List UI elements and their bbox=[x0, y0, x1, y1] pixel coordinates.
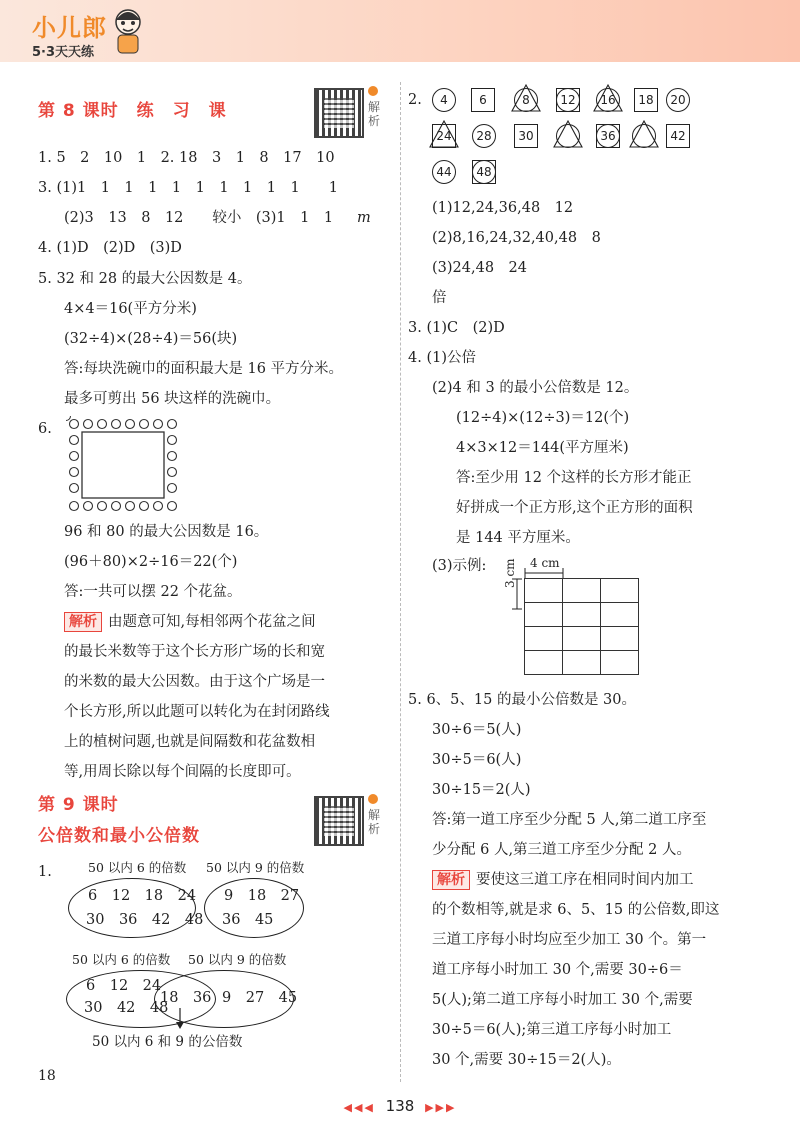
analysis-block bbox=[64, 612, 316, 632]
triangle-mark bbox=[552, 119, 584, 149]
boxed-number: 42 bbox=[666, 124, 690, 148]
analysis-line: 30÷5＝6(人);第三道工序每小时加工 bbox=[432, 1022, 672, 1038]
question-number: 1. bbox=[38, 864, 52, 880]
play-icon bbox=[368, 794, 378, 804]
analysis-line: 道工序每小时加工 30 个,需要 30÷6＝ bbox=[432, 962, 683, 978]
analysis-line: 由题意可知,每相邻两个花盆之间 bbox=[108, 614, 316, 630]
lesson9-title: 第 9 课时 bbox=[38, 795, 119, 815]
answer-line: 30÷6＝5(人) bbox=[432, 722, 522, 738]
venn-label-6: 50 以内 6 的倍数 bbox=[72, 952, 171, 967]
circled-number: 20 bbox=[666, 88, 690, 112]
qr-label: 解析 bbox=[368, 808, 381, 836]
answer-line: 答:每块洗碗巾的面积最大是 16 平方分米。 bbox=[64, 361, 344, 377]
answer-line: 6. bbox=[38, 421, 52, 437]
qr-label: 解析 bbox=[368, 100, 381, 128]
prev-arrows-icon: ◀◀◀ bbox=[343, 1101, 375, 1114]
answer-line: 30÷15＝2(人) bbox=[432, 782, 531, 798]
series-name: 5·3天天练 bbox=[32, 45, 95, 60]
answer-line: (96＋80)×2÷16＝22(个) bbox=[64, 554, 238, 570]
answer-line: 答:至少用 12 个这样的长方形才能正 bbox=[456, 470, 692, 486]
dimension-height: 3 cm bbox=[503, 558, 517, 588]
venn-label-6: 50 以内 6 的倍数 bbox=[88, 860, 187, 875]
answer-line: 4×3×12＝144(平方厘米) bbox=[456, 440, 629, 456]
venn-common-label: 50 以内 6 和 9 的公倍数 bbox=[92, 1034, 243, 1050]
mascot-icon bbox=[110, 6, 146, 56]
page-number: 138 bbox=[385, 1097, 415, 1115]
boxed-number bbox=[596, 124, 620, 148]
answer-line: 5. 6、5、15 的最小公倍数是 30。 bbox=[408, 692, 637, 708]
venn-only6-row: 30 42 48 bbox=[84, 1000, 169, 1016]
boxed-number: 30 bbox=[514, 124, 538, 148]
answer-line: 3. (1)C (2)D bbox=[408, 320, 505, 336]
answer-line: (32÷4)×(28÷4)＝56(块) bbox=[64, 331, 238, 347]
answer-line: 倍 bbox=[432, 290, 447, 306]
answer-line: 4. (1)D (2)D (3)D bbox=[38, 240, 182, 256]
answer-line: 30÷5＝6(人) bbox=[432, 752, 522, 768]
dimension-arrow bbox=[524, 568, 564, 578]
column-divider bbox=[400, 82, 401, 1082]
answer-line: 最多可剪出 56 块这样的洗碗巾。 bbox=[64, 391, 281, 407]
venn-label-9: 50 以内 9 的倍数 bbox=[188, 952, 287, 967]
answer-line: 4. (1)公倍 bbox=[408, 350, 476, 366]
venn-label-9: 50 以内 9 的倍数 bbox=[206, 860, 305, 875]
circled-number: 8 bbox=[514, 88, 538, 112]
next-arrows-icon: ▶▶▶ bbox=[425, 1101, 457, 1114]
play-icon bbox=[368, 86, 378, 96]
boxed-number: 6 bbox=[471, 88, 495, 112]
answer-line: 好拼成一个正方形,这个正方形的面积 bbox=[456, 500, 693, 516]
answer-line: 答:一共可以摆 22 个花盆。 bbox=[64, 584, 242, 600]
answer-line: 是 144 平方厘米。 bbox=[456, 530, 580, 546]
flower-pot-rectangle bbox=[66, 416, 182, 516]
boxed-number: 18 bbox=[634, 88, 658, 112]
venn-intersection: 18 36 bbox=[160, 990, 212, 1006]
lesson9-subtitle: 公倍数和最小公倍数 bbox=[38, 826, 200, 846]
arrow-down-icon bbox=[174, 1008, 186, 1030]
circled-number: 4 bbox=[432, 88, 456, 112]
unit-m: m bbox=[357, 210, 371, 226]
circled-number bbox=[472, 160, 496, 184]
rectangle-grid bbox=[524, 578, 640, 678]
answer-line: 3. (1)1 1 1 1 1 1 1 1 1 1 1 bbox=[38, 180, 338, 196]
analysis-line: 等,用周长除以每个间隔的长度即可。 bbox=[64, 764, 301, 780]
analysis-tag: 解析 bbox=[64, 612, 102, 632]
analysis-line: 5(人);第二道工序每小时加工 30 个,需要 bbox=[432, 992, 693, 1008]
answer-line: 4×4＝16(平方分米) bbox=[64, 301, 197, 317]
analysis-line: 要使这三道工序在相同时间内加工 bbox=[476, 872, 694, 888]
analysis-line: 的个数相等,就是求 6、5、15 的公倍数,即这 bbox=[432, 902, 720, 918]
boxed-number: 12 bbox=[556, 88, 580, 112]
answer-line: 96 和 80 的最大公因数是 16。 bbox=[64, 524, 269, 540]
venn-set9-row: 36 45 bbox=[222, 912, 274, 928]
analysis-line: 上的植树问题,也就是间隔数和花盆数相 bbox=[64, 734, 316, 750]
page-mark: 18 bbox=[38, 1068, 56, 1084]
page-footer bbox=[0, 1097, 800, 1115]
analysis-line: 三道工序每小时均应至少加工 30 个。第一 bbox=[432, 932, 707, 948]
analysis-line: 30 个,需要 30÷15＝2(人)。 bbox=[432, 1052, 621, 1068]
circled-number: 44 bbox=[432, 160, 456, 184]
answer-line: (1)12,24,36,48 12 bbox=[432, 200, 574, 216]
analysis-line: 个长方形,所以此题可以转化为在封闭路线 bbox=[64, 704, 330, 720]
answer-line: (3)示例: bbox=[432, 558, 487, 574]
answer-line: (12÷4)×(12÷3)＝12(个) bbox=[456, 410, 630, 426]
venn-set6-row: 6 12 18 24 bbox=[88, 888, 197, 904]
lesson8-title: 第 8 课时 练 习 课 bbox=[38, 101, 227, 121]
boxed-number: 24 bbox=[432, 124, 456, 148]
brand-name: 小儿郎 bbox=[32, 14, 107, 42]
analysis-line: 的最长米数等于这个长方形广场的长和宽 bbox=[64, 644, 325, 660]
venn-set6-row: 30 36 42 48 bbox=[86, 912, 204, 928]
boxed-number: 48 bbox=[472, 160, 496, 184]
circled-number: 28 bbox=[472, 124, 496, 148]
venn-only6-row: 6 12 24 bbox=[86, 978, 162, 994]
analysis-tag: 解析 bbox=[432, 870, 470, 890]
answer-line: (2)8,16,24,32,40,48 8 bbox=[432, 230, 601, 246]
triangle-mark bbox=[428, 119, 460, 149]
brand-logo bbox=[32, 8, 107, 60]
answer-line: (3)24,48 24 bbox=[432, 260, 528, 276]
venn-set9-row: 9 18 27 bbox=[224, 888, 300, 904]
qr-code-lesson8[interactable] bbox=[314, 88, 364, 138]
analysis-block bbox=[432, 870, 694, 890]
triangle-mark bbox=[592, 83, 624, 113]
triangle-mark bbox=[510, 83, 542, 113]
question-number: 2. bbox=[408, 92, 422, 108]
circled-number: 16 bbox=[596, 88, 620, 112]
triangle-mark bbox=[628, 119, 660, 149]
qr-code-lesson9[interactable] bbox=[314, 796, 364, 846]
dimension-width: 4 cm bbox=[530, 556, 560, 570]
analysis-line: 的米数的最大公因数。由于这个广场是一 bbox=[64, 674, 325, 690]
answer-line: 1. 5 2 10 1 2. 18 3 1 8 17 10 bbox=[38, 150, 335, 166]
circled-number bbox=[556, 88, 580, 112]
dimension-arrow bbox=[512, 578, 522, 610]
venn-only9: 9 27 45 bbox=[222, 990, 298, 1006]
circled-number: 36 bbox=[596, 124, 620, 148]
answer-line: 5. 32 和 28 的最大公因数是 4。 bbox=[38, 271, 252, 287]
answer-line: 少分配 6 人,第三道工序至少分配 2 人。 bbox=[432, 842, 691, 858]
answer-line: 答:第一道工序至少分配 5 人,第二道工序至 bbox=[432, 812, 707, 828]
answer-line: (2)4 和 3 的最小公倍数是 12。 bbox=[432, 380, 639, 396]
answer-line: (2)3 13 8 12 较小 (3)1 1 1 bbox=[64, 210, 348, 226]
